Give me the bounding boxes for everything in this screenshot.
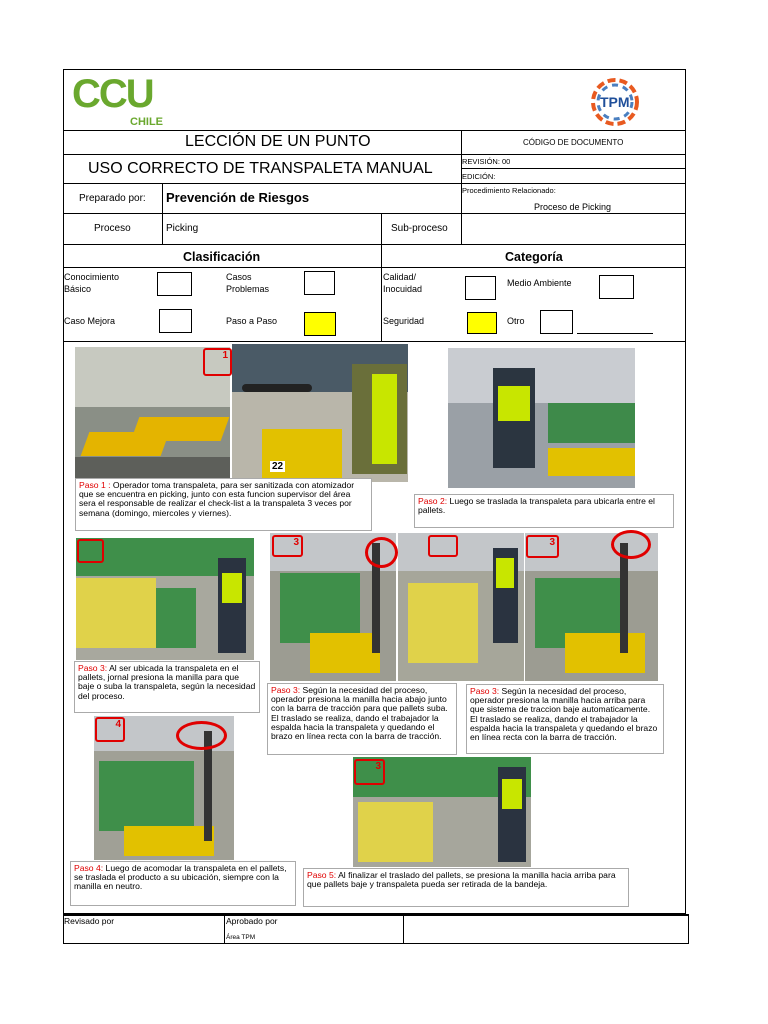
- step-label: Paso 2:: [418, 496, 448, 506]
- step-text: Al finalizar el traslado del pallets, se presiona la manilla hacia arriba para que pallets baje y transpaleta pueda ser retirada de la bandeja.: [307, 870, 616, 890]
- subprocess-label: Sub-proceso: [391, 223, 448, 234]
- reviewed-label: Revisado por: [64, 916, 115, 926]
- checkbox-caso-mejora[interactable]: [159, 309, 192, 333]
- approved-value: Área TPM: [226, 934, 256, 941]
- step-text: Luego de acomodar la transpaleta en el pallets, se traslada el producto a su ubicación, siempre con la manilla en neutro.: [74, 863, 287, 892]
- handle-highlight-ring: [365, 537, 398, 568]
- footer-table: [63, 914, 689, 944]
- step-label: Paso 3:: [470, 686, 500, 696]
- step-marker: 3: [272, 535, 303, 557]
- step-label: Paso 4:: [74, 863, 104, 873]
- divider: [63, 341, 686, 342]
- checkbox-seguridad[interactable]: [467, 312, 497, 334]
- class-label: Básico: [64, 284, 92, 294]
- class-label: Casos: [226, 272, 252, 282]
- step-text: Operador toma transpaleta, para ser sanitizada con atomizador que se encuentra en picking, junto con esta funcion supervisor del área sera el responsable de realizar el check-list a la transpaleta 3 veces por semana (domingo, miercoles y viernes).: [79, 480, 355, 518]
- handle-highlight-ring: [611, 530, 651, 559]
- caption-step-3a: [74, 661, 260, 713]
- photo-operator-walk: [448, 348, 635, 488]
- tpm-logo: [586, 74, 644, 130]
- step-text: Según la necesidad del proceso, operador presiona la manilla hacia abajo junto con la barra de tracción para que pallets suba. El traslado se realiza, dando el trabajador la espalda hacia la transpaleta y quedando el brazo en línea recta con la barra de tracción.: [271, 685, 448, 742]
- step-marker: 4: [95, 717, 125, 742]
- page-title: LECCIÓN DE UN PUNTO: [185, 133, 371, 150]
- divider: [63, 154, 686, 155]
- handle-highlight-ring: [176, 721, 227, 750]
- step-label: Paso 3:: [78, 663, 108, 673]
- divider: [381, 213, 382, 244]
- caption-step-5: [303, 868, 629, 907]
- divider: [63, 213, 686, 214]
- class-label: Paso a Paso: [226, 316, 278, 326]
- divider: [461, 168, 686, 169]
- step-label: Paso 5:: [307, 870, 337, 880]
- class-label: Problemas: [226, 284, 270, 294]
- divider: [63, 244, 686, 245]
- pallet-number-label: 22: [272, 461, 284, 472]
- step-text: Al ser ubicada la transpaleta en el pallets, jornal presiona la manilla para que baje o suba la transpaleta, según la necesidad del proceso.: [78, 663, 256, 701]
- divider: [63, 267, 686, 268]
- divider: [224, 914, 225, 944]
- prepared-label: Preparado por:: [79, 193, 146, 204]
- step-marker: [428, 535, 458, 557]
- divider: [403, 914, 404, 944]
- checkbox-calidad[interactable]: [465, 276, 496, 300]
- step-text: Luego se traslada la transpaleta para ubicarla entre el pallets.: [418, 496, 655, 516]
- divider: [381, 244, 382, 341]
- process-value: Picking: [166, 223, 199, 234]
- cat-label: Medio Ambiente: [507, 278, 572, 288]
- cat-label: Inocuidad: [383, 284, 423, 294]
- step-marker: [77, 539, 104, 563]
- photo-operator-sanitize: [232, 344, 408, 482]
- checkbox-medio-ambiente[interactable]: [599, 275, 634, 299]
- step-marker: 1: [203, 348, 232, 376]
- checkbox-conocimiento[interactable]: [157, 272, 192, 296]
- cat-label: Calidad/: [383, 272, 417, 282]
- category-title: Categoría: [505, 250, 563, 264]
- ccu-logo: [72, 74, 182, 130]
- procedure-value: Proceso de Picking: [534, 202, 612, 212]
- prepared-value: Prevención de Riesgos: [166, 190, 310, 205]
- edition-label: EDICIÓN:: [462, 172, 496, 181]
- checkbox-casos-problemas[interactable]: [304, 271, 335, 295]
- otro-underline: [577, 333, 653, 334]
- caption-step-2: [414, 494, 674, 528]
- doc-code-label: CÓDIGO DE DOCUMENTO: [523, 138, 624, 147]
- page-subtitle: USO CORRECTO DE TRANSPALETA MANUAL: [88, 160, 433, 177]
- step-label: Paso 1 :: [79, 480, 111, 490]
- class-label: Caso Mejora: [64, 316, 116, 326]
- divider: [63, 130, 686, 131]
- caption-step-3c: [466, 684, 664, 754]
- divider: [162, 183, 163, 244]
- caption-step-1: [75, 478, 372, 531]
- photo-step-3b-2: [398, 533, 524, 681]
- ccu-logo-text: CCU: [72, 72, 153, 116]
- checkbox-paso-a-paso[interactable]: [304, 312, 336, 336]
- divider: [63, 183, 686, 184]
- classification-title: Clasificación: [183, 250, 261, 264]
- step-marker: 3: [526, 535, 559, 558]
- ccu-logo-sub: CHILE: [130, 116, 163, 128]
- caption-step-3b: [267, 683, 457, 755]
- cat-label: Otro: [507, 316, 525, 326]
- revision-label: REVISIÓN: 00: [462, 157, 511, 166]
- process-label: Proceso: [94, 223, 131, 234]
- procedure-label: Procedimiento Relacionado:: [462, 186, 556, 195]
- class-label: Conocimiento: [64, 272, 120, 282]
- step-label: Paso 3:: [271, 685, 301, 695]
- caption-step-4: [70, 861, 296, 906]
- tpm-logo-text: TPM: [600, 94, 630, 110]
- step-text: Según la necesidad del proceso, operador presiona la manilla hacia arriba para que sistema de traccion baje automaticamente. El traslado se realiza, dando el trabajador la espalda hacia la transpaleta y quedando el brazo en línea recta con la barra de tracción.: [470, 686, 658, 743]
- checkbox-otro[interactable]: [540, 310, 573, 334]
- step-marker: 3: [354, 759, 385, 785]
- cat-label: Seguridad: [383, 316, 425, 326]
- approved-label: Aprobado por: [226, 916, 278, 926]
